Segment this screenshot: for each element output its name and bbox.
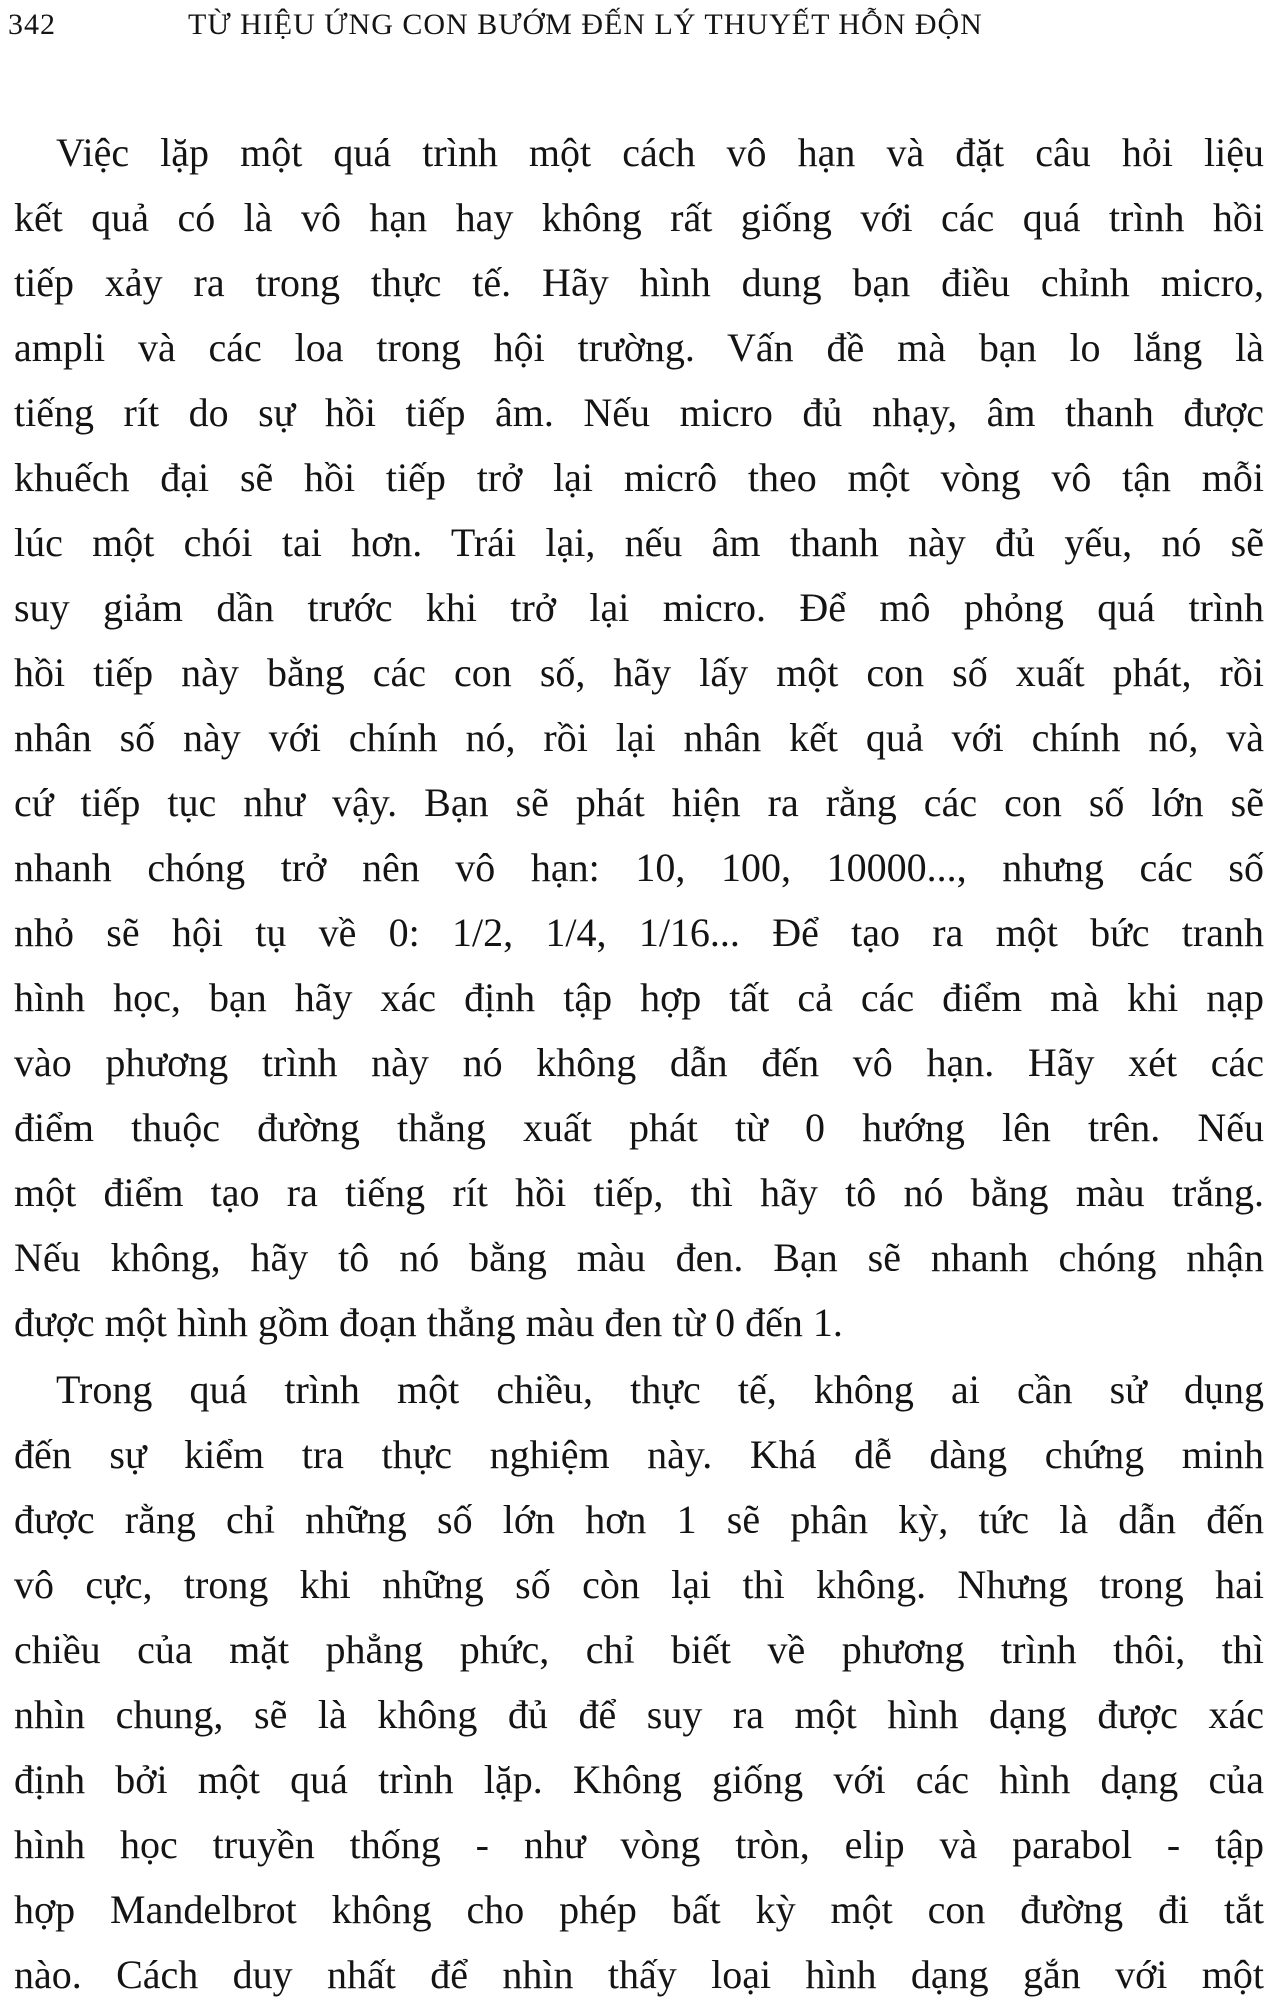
text-line: hình học truyền thống - như vòng tròn, elip và parabol - tập <box>14 1822 1264 1867</box>
text-line: một điểm tạo ra tiếng rít hồi tiếp, thì hãy tô nó bằng màu trắng. <box>14 1170 1264 1215</box>
body-text <box>14 120 1264 2007</box>
text-line: lúc một chói tai hơn. Trái lại, nếu âm thanh này đủ yếu, nó sẽ <box>14 520 1264 565</box>
paragraph-1 <box>14 120 1264 1355</box>
text-line: nhanh chóng trở nên vô hạn: 10, 100, 10000..., nhưng các số <box>14 845 1264 890</box>
page-number: 342 <box>8 8 56 41</box>
text-line: hợp Mandelbrot không cho phép bất kỳ một con đường đi tắt <box>14 1887 1264 1932</box>
text-line: tiếp xảy ra trong thực tế. Hãy hình dung bạn điều chỉnh micro, <box>14 260 1264 305</box>
text-line: điểm thuộc đường thẳng xuất phát từ 0 hướng lên trên. Nếu <box>14 1105 1264 1150</box>
running-title: TỪ HIỆU ỨNG CON BƯỚM ĐẾN LÝ THUYẾT HỖN ĐỘN <box>188 8 983 41</box>
text-line: vô cực, trong khi những số còn lại thì không. Nhưng trong hai <box>14 1562 1264 1607</box>
paragraph-2 <box>14 1357 1264 2007</box>
text-line: suy giảm dần trước khi trở lại micro. Để mô phỏng quá trình <box>14 585 1264 630</box>
text-line: Nếu không, hãy tô nó bằng màu đen. Bạn sẽ nhanh chóng nhận <box>14 1235 1264 1280</box>
text-line: định bởi một quá trình lặp. Không giống với các hình dạng của <box>14 1757 1264 1802</box>
text-line: ampli và các loa trong hội trường. Vấn đề mà bạn lo lắng là <box>14 325 1264 370</box>
text-line: tiếng rít do sự hồi tiếp âm. Nếu micro đủ nhạy, âm thanh được <box>14 390 1264 435</box>
text-line: nào. Cách duy nhất để nhìn thấy loại hình dạng gắn với một <box>14 1952 1264 1997</box>
text-line: cứ tiếp tục như vậy. Bạn sẽ phát hiện ra rằng các con số lớn sẽ <box>14 780 1264 825</box>
running-header <box>8 2 1268 52</box>
text-line: được rằng chỉ những số lớn hơn 1 sẽ phân kỳ, tức là dẫn đến <box>14 1497 1264 1542</box>
text-line: đến sự kiểm tra thực nghiệm này. Khá dễ dàng chứng minh <box>14 1432 1264 1477</box>
text-line: hồi tiếp này bằng các con số, hãy lấy một con số xuất phát, rồi <box>14 650 1264 695</box>
text-line: hình học, bạn hãy xác định tập hợp tất cả các điểm mà khi nạp <box>14 975 1264 1020</box>
text-line: Trong quá trình một chiều, thực tế, không ai cần sử dụng <box>56 1367 1264 1412</box>
text-line: nhân số này với chính nó, rồi lại nhân kết quả với chính nó, và <box>14 715 1264 760</box>
text-line: nhìn chung, sẽ là không đủ để suy ra một hình dạng được xác <box>14 1692 1264 1737</box>
text-line: kết quả có là vô hạn hay không rất giống với các quá trình hồi <box>14 195 1264 240</box>
text-line: nhỏ sẽ hội tụ về 0: 1/2, 1/4, 1/16... Để tạo ra một bức tranh <box>14 910 1264 955</box>
text-line: Việc lặp một quá trình một cách vô hạn và đặt câu hỏi liệu <box>56 130 1264 175</box>
text-line: được một hình gồm đoạn thẳng màu đen từ 0 đến 1. <box>14 1300 843 1345</box>
text-line: chiều của mặt phẳng phức, chỉ biết về phương trình thôi, thì <box>14 1627 1264 1672</box>
text-line: khuếch đại sẽ hồi tiếp trở lại micrô theo một vòng vô tận mỗi <box>14 455 1264 500</box>
text-line: vào phương trình này nó không dẫn đến vô hạn. Hãy xét các <box>14 1040 1264 1085</box>
